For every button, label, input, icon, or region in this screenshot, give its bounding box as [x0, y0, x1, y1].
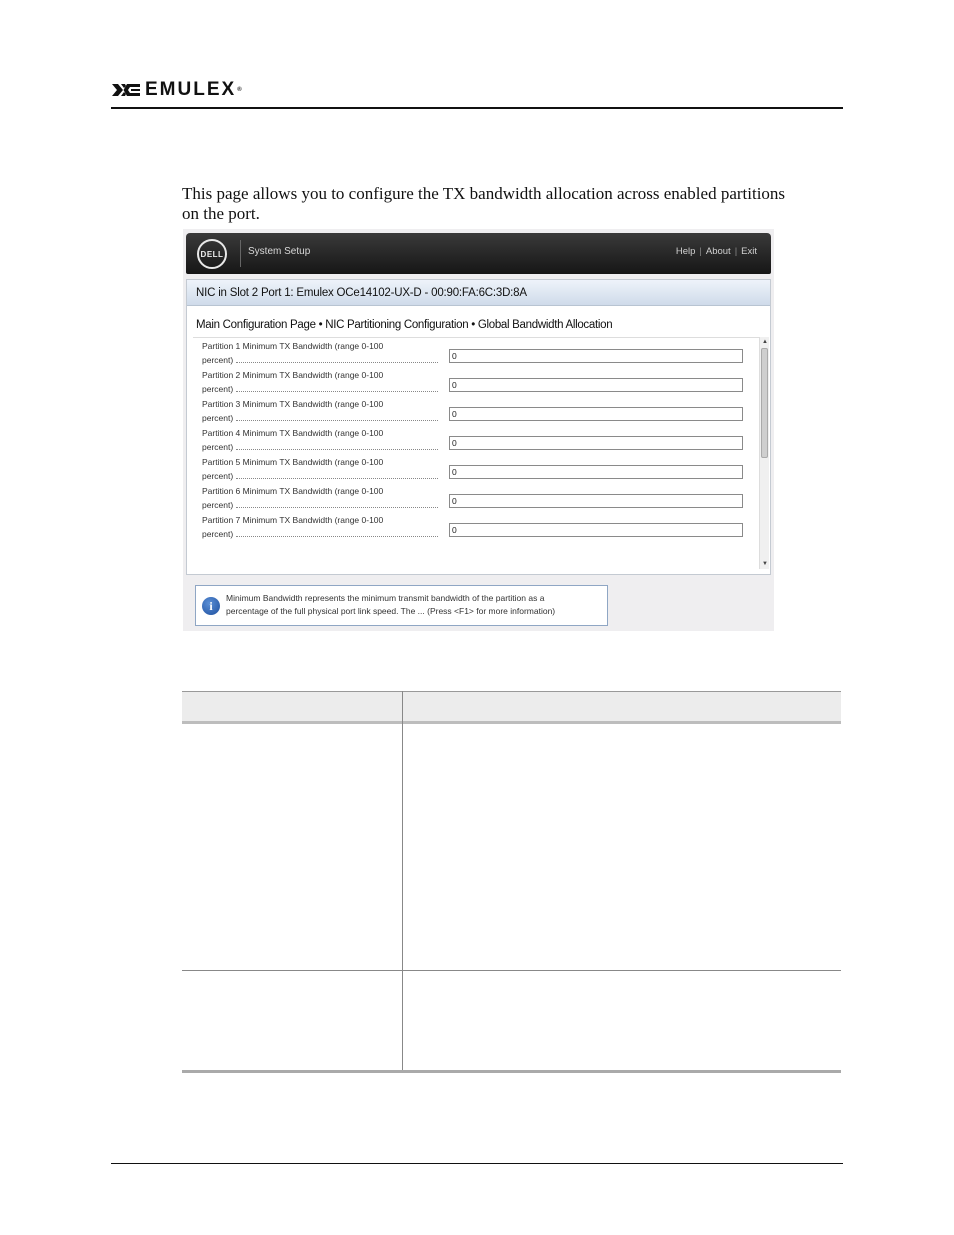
emulex-logo [111, 80, 244, 100]
header-rule [111, 107, 843, 109]
partition-row-3 [193, 396, 753, 425]
info-icon: i [202, 597, 220, 615]
partition-2-input[interactable]: 0 [449, 378, 743, 392]
partition-7-input[interactable]: 0 [449, 523, 743, 537]
dell-logo: DELL [197, 239, 227, 269]
partition-label: Partition 6 Minimum TX Bandwidth (range 0-100 percent) [202, 484, 442, 512]
partition-label: Partition 2 Minimum TX Bandwidth (range 0-100 percent) [202, 368, 442, 396]
scroll-down-icon[interactable]: ▼ [762, 561, 768, 567]
brand-name: EMULEX® [145, 79, 244, 100]
partition-row-4 [193, 425, 753, 454]
topbar-links [676, 246, 757, 257]
about-link[interactable]: About [705, 246, 731, 257]
emulex-mark-icon [111, 82, 141, 98]
scroll-up-icon[interactable]: ▲ [762, 339, 768, 345]
partition-row-5 [193, 454, 753, 483]
table-bottom-rule [182, 1070, 841, 1073]
field-description-table [182, 691, 841, 1073]
partition-row-2 [193, 367, 753, 396]
partition-4-input[interactable]: 0 [449, 436, 743, 450]
partition-form [193, 337, 761, 569]
partition-1-input[interactable]: 0 [449, 349, 743, 363]
form-scrollbar[interactable] [759, 337, 769, 569]
partition-label: Partition 7 Minimum TX Bandwidth (range 0-100 percent) [202, 513, 442, 541]
help-link[interactable]: Help [675, 246, 696, 257]
partition-label: Partition 1 Minimum TX Bandwidth (range 0-100 percent) [202, 339, 442, 367]
partition-6-input[interactable]: 0 [449, 494, 743, 508]
help-box [195, 585, 608, 626]
partition-label: Partition 3 Minimum TX Bandwidth (range 0-100 percent) [202, 397, 442, 425]
footer-rule [111, 1163, 843, 1164]
breadcrumb: Main Configuration Page • NIC Partitioning Configuration • Global Bandwidth Allocation [196, 319, 613, 331]
partition-5-input[interactable]: 0 [449, 465, 743, 479]
partition-3-input[interactable]: 0 [449, 407, 743, 421]
system-setup-topbar [186, 233, 771, 274]
help-text: Minimum Bandwidth represents the minimum transmit bandwidth of the partition as a percentage of the full physical port link speed. The ... (Press <F1> for more information) [226, 593, 556, 616]
partition-row-6 [193, 483, 753, 512]
system-setup-screenshot [183, 229, 774, 631]
partition-label: Partition 4 Minimum TX Bandwidth (range 0-100 percent) [202, 426, 442, 454]
config-panel [186, 279, 771, 575]
system-setup-title: System Setup [248, 246, 311, 257]
link-separator: | [734, 246, 738, 257]
table-row-divider [182, 970, 841, 971]
scroll-thumb[interactable] [761, 348, 768, 458]
table-column-divider [402, 691, 403, 1073]
topbar-divider [240, 240, 241, 267]
nic-title: NIC in Slot 2 Port 1: Emulex OCe14102-UX-D - 00:90:FA:6C:3D:8A [196, 287, 527, 299]
link-separator: | [699, 246, 702, 257]
partition-row-1 [193, 338, 753, 367]
table-header [182, 691, 841, 724]
intro-paragraph: This page allows you to configure the TX bandwidth allocation across enabled partitions on the port. [182, 184, 786, 223]
exit-link[interactable]: Exit [741, 246, 757, 257]
partition-row-7 [193, 512, 753, 541]
nic-title-bar [187, 280, 770, 306]
trademark-symbol: ® [237, 87, 244, 93]
partition-label: Partition 5 Minimum TX Bandwidth (range 0-100 percent) [202, 455, 442, 483]
